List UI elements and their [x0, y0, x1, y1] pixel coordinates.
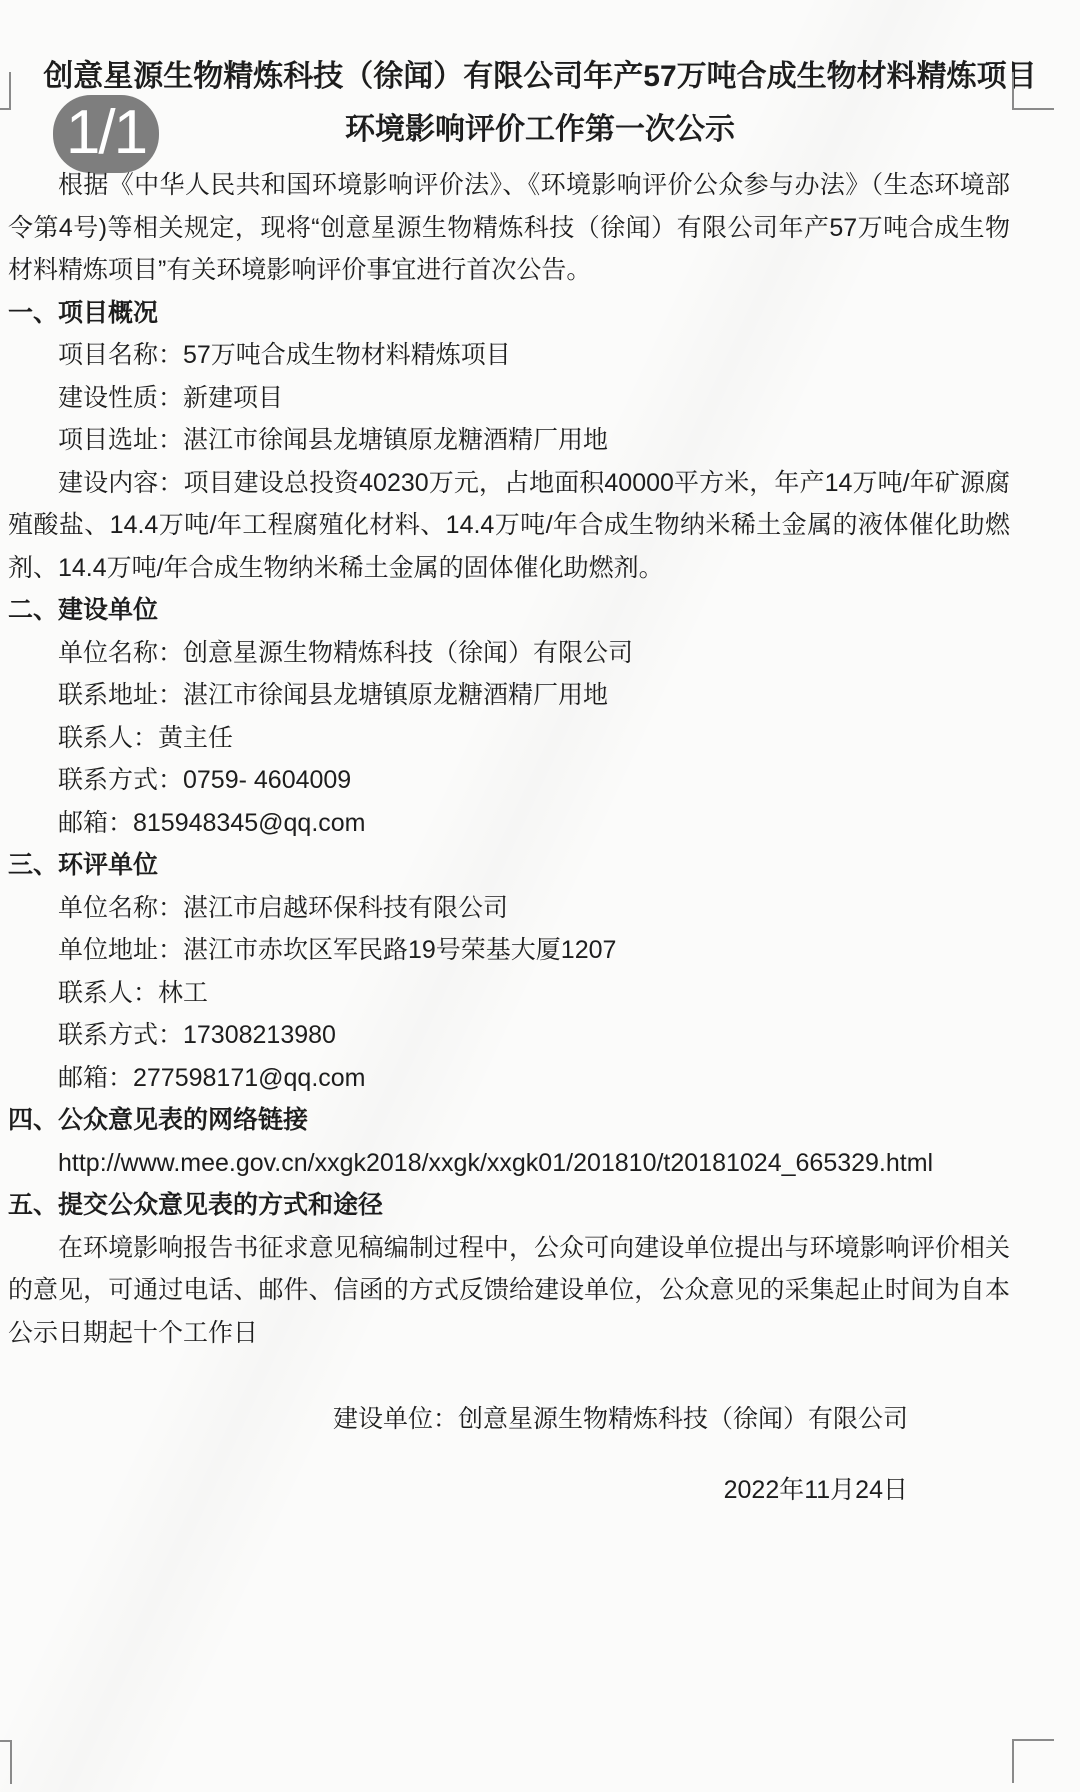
- signature-date: 2022年11月24日: [723, 1476, 908, 1504]
- page-corner-mark-top-right: [1012, 72, 1054, 110]
- eia-contact-person-line: 联系人：林工: [58, 978, 209, 1007]
- public-comment-form-url: http://www.mee.gov.cn/xxgk2018/xxgk/xxgk01/201810/t20181024_665329.html: [58, 1148, 934, 1177]
- project-site-line: 项目选址：湛江市徐闻县龙塘镇原龙糖酒精厂用地: [58, 426, 609, 454]
- page-corner-mark-bottom-right: [1012, 1739, 1054, 1783]
- construction-content-paragraph: 建设内容：项目建设总投资40230万元，占地面积40000平方米，年产14万吨/年矿源腐殖酸盐、14.4万吨/年工程腐殖化材料、14.4万吨/年合成生物纳米稀土金属的液体催化助燃剂、14.4万吨/年合成生物纳米稀土金属的固体催化助燃剂。: [8, 468, 1010, 582]
- intro-paragraph: 根据《中华人民共和国环境影响评价法》、《环境影响评价公众参与办法》（生态环境部令第4号)等相关规定，现将“创意星源生物精炼科技（徐闻）有限公司年产57万吨合成生物材料精炼项目”有关环境影响评价事宜进行首次公告。: [8, 171, 1010, 284]
- section-5-heading: 五、提交公众意见表的方式和途径: [8, 1191, 384, 1219]
- eia-agency-address-line: 单位地址：湛江市赤坎区军民路19号荣基大厦1207: [58, 936, 617, 964]
- document-title-line-2: 环境影响评价工作第一次公示: [345, 113, 735, 146]
- builder-address-line: 联系地址：湛江市徐闻县龙塘镇原龙糖酒精厂用地: [58, 681, 609, 709]
- page-indicator-label: 1/1: [65, 98, 147, 167]
- document-body: [0, 164, 1080, 1526]
- feedback-method-paragraph: 在环境影响报告书征求意见稿编制过程中，公众可向建设单位提出与环境影响评价相关的意见，可通过电话、邮件、信函的方式反馈给建设单位，公众意见的采集起止时间为自本公示日期起十个工作日: [8, 1233, 1010, 1347]
- section-1-heading: 一、项目概况: [8, 298, 159, 327]
- project-name-line: 项目名称：57万吨合成生物材料精炼项目: [58, 341, 511, 369]
- scanned-notice-page: [0, 50, 1080, 1792]
- eia-agency-name-line: 单位名称：湛江市启越环保科技有限公司: [58, 893, 509, 922]
- signature-block: [8, 1384, 1010, 1526]
- page-corner-mark-top-left: [0, 72, 11, 110]
- signature-organization: 建设单位：创意星源生物精炼科技（徐闻）有限公司: [332, 1405, 908, 1433]
- builder-phone-line: 联系方式：0759- 4604009: [58, 766, 352, 794]
- document-title: [0, 50, 1080, 156]
- section-2-heading: 二、建设单位: [8, 596, 159, 624]
- eia-email-line: 邮箱：277598171@qq.com: [58, 1063, 366, 1092]
- builder-email-line: 邮箱：815948345@qq.com: [58, 808, 366, 837]
- builder-name-line: 单位名称：创意星源生物精炼科技（徐闻）有限公司: [58, 638, 634, 667]
- eia-phone-line: 联系方式：17308213980: [58, 1021, 336, 1049]
- section-3-heading: 三、环评单位: [8, 851, 159, 879]
- section-4-heading: 四、公众意见表的网络链接: [8, 1106, 309, 1134]
- construction-nature-line: 建设性质：新建项目: [58, 383, 284, 412]
- builder-contact-person-line: 联系人：黄主任: [58, 723, 234, 752]
- document-title-line-1: 创意星源生物精炼科技（徐闻）有限公司年产57万吨合成生物材料精炼项目: [43, 60, 1037, 93]
- page-corner-mark-bottom-left: [0, 1740, 12, 1784]
